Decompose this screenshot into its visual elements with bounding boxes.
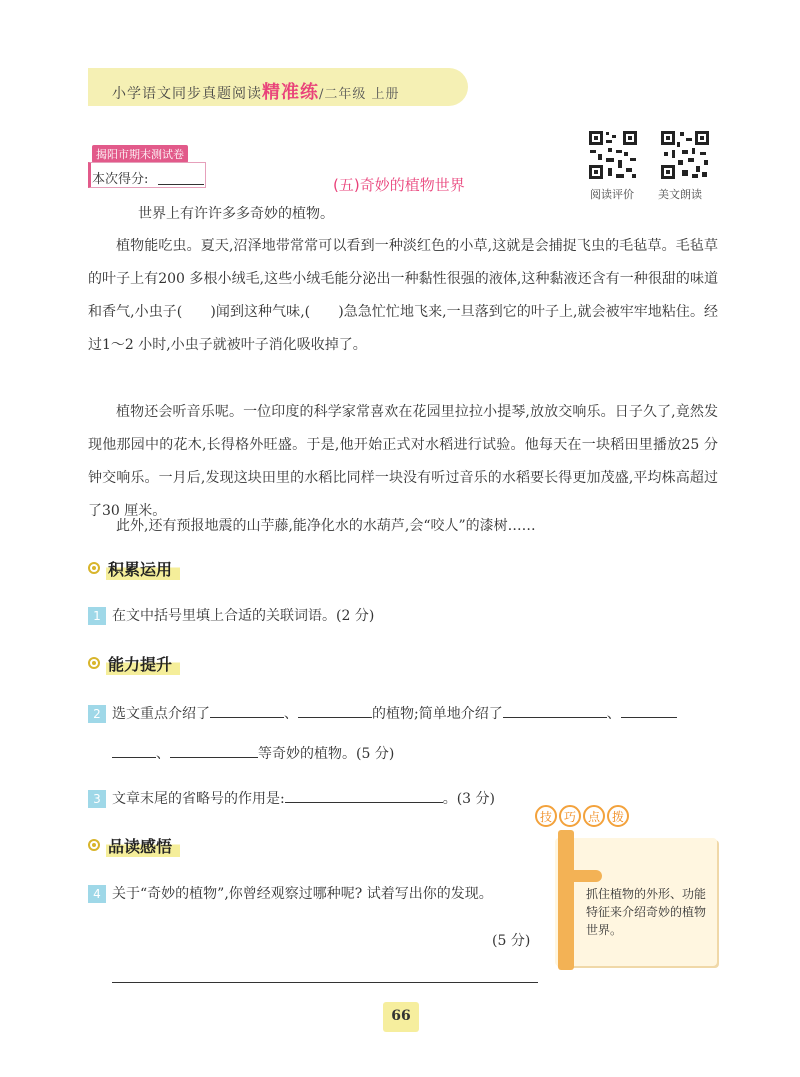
answer-blank[interactable] — [621, 703, 677, 718]
tip-title-char: 巧 — [559, 805, 581, 827]
tip-pole-icon — [558, 830, 574, 970]
question-text: 等奇妙的植物。(5 分) — [258, 746, 395, 762]
passage-paragraph: 世界上有许许多多奇妙的植物。 — [138, 206, 334, 222]
answer-line[interactable] — [112, 982, 538, 983]
question-text: 在文中括号里填上合适的关联词语。(2 分) — [112, 608, 375, 624]
grade-label: /二年级 上册 — [319, 87, 400, 102]
question-text: 、 — [606, 706, 621, 722]
section-header-accumulation — [88, 555, 180, 581]
section-label: 积累运用 — [106, 557, 180, 580]
answer-blank[interactable] — [285, 788, 443, 803]
qr-reading-label: 美文朗读 — [658, 188, 702, 201]
passage-paragraph: 植物能吃虫。夏天,沼泽地带常常可以看到一种淡红色的小草,这就是会捕捉飞虫的毛毡草。毛毡草的叶子上有200 多根小绒毛,这些小绒毛能分泌出一种黏性很强的液体,这种黏液还含有一种很甜的味道和香气,小虫子( )闻到这种气味,( )急急忙忙地飞来,一旦落到它的叶子上,就会被牢牢地粘住。经过1～2 小时,小虫子就被叶子消化吸收掉了。 — [88, 238, 718, 353]
passage-paragraph: 植物还会听音乐呢。一位印度的科学家常喜欢在花园里拉拉小提琴,放放交响乐。日子久了,竟然发现他那园中的花木,长得格外旺盛。于是,他开始正式对水稻进行试验。他每天在一块稻田里播放25 分钟交响乐。一月后,发现这块田里的水稻比同样一块没有听过音乐的水稻要长得更加茂盛,平均株高超过了30 厘米。 — [88, 404, 718, 519]
tip-title-char: 技 — [535, 805, 557, 827]
series-name: 小学语文同步真题阅读 — [112, 86, 262, 102]
question-number: 3 — [88, 790, 106, 808]
question-number: 4 — [88, 885, 106, 903]
answer-blank[interactable] — [170, 743, 258, 758]
source-tag: 揭阳市期末测试卷 — [92, 145, 188, 163]
question-4 — [88, 883, 493, 903]
question-2-continued — [112, 743, 394, 763]
question-text: 文章末尾的省略号的作用是: — [112, 791, 285, 807]
score-label: 本次得分: — [92, 172, 149, 187]
question-4-points: (5 分) — [492, 933, 531, 949]
section-bullet-icon — [88, 839, 100, 851]
qr-code-evaluation-icon[interactable] — [588, 130, 638, 180]
article-title: (五)奇妙的植物世界 — [333, 176, 465, 194]
question-number: 2 — [88, 705, 106, 723]
tip-title-char: 点 — [583, 805, 605, 827]
question-number: 1 — [88, 607, 106, 625]
section-label: 品读感悟 — [106, 834, 180, 857]
page-number: 66 — [391, 1008, 411, 1024]
answer-blank[interactable] — [210, 703, 284, 718]
question-text: 选文重点介绍了 — [112, 706, 210, 722]
answer-blank[interactable] — [298, 703, 372, 718]
section-header-appreciation — [88, 832, 180, 858]
tip-title-char: 拨 — [607, 805, 629, 827]
score-blank[interactable] — [158, 184, 204, 185]
qr-evaluation-label: 阅读评价 — [590, 188, 634, 201]
question-text: 、 — [284, 706, 298, 722]
question-text: 、 — [156, 746, 170, 762]
tip-text: 抓住植物的外形、功能特征来介绍奇妙的植物世界。 — [586, 887, 707, 937]
tip-title — [535, 805, 629, 827]
question-3 — [88, 788, 495, 808]
passage-paragraph: 此外,还有预报地震的山芋藤,能净化水的水葫芦,会“咬人”的漆树…… — [116, 518, 536, 534]
question-text: 关于“奇妙的植物”,你曾经观察过哪种呢? 试着写出你的发现。 — [112, 886, 493, 902]
brand-name: 精准练 — [262, 82, 319, 103]
question-1 — [88, 605, 374, 625]
question-2 — [88, 703, 677, 723]
section-bullet-icon — [88, 562, 100, 574]
question-text: 的植物;简单地介绍了 — [372, 706, 503, 722]
answer-blank[interactable] — [112, 743, 156, 758]
question-text: 。(3 分) — [442, 791, 495, 807]
header-title — [112, 78, 400, 104]
tip-pointer-icon — [566, 870, 602, 882]
section-label: 能力提升 — [106, 652, 180, 675]
section-header-ability — [88, 650, 180, 676]
section-bullet-icon — [88, 657, 100, 669]
answer-blank[interactable] — [503, 703, 607, 718]
qr-code-reading-icon[interactable] — [660, 130, 710, 180]
